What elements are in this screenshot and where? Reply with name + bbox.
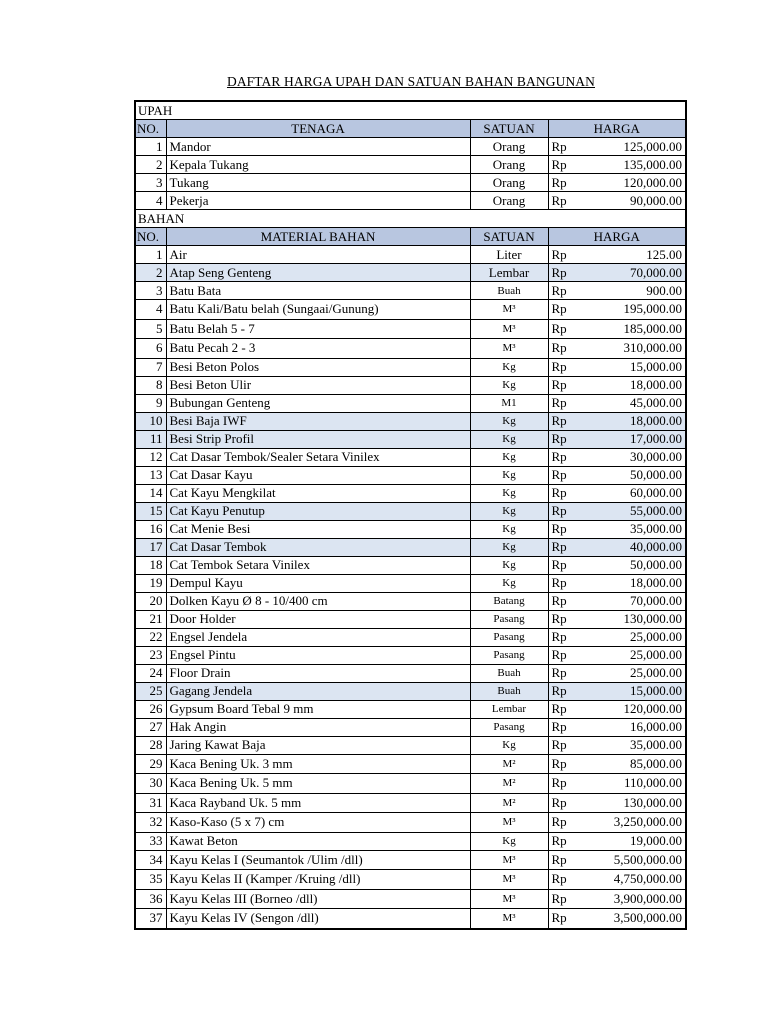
item-price: 120,000.00 (591, 700, 686, 718)
item-price: 3,500,000.00 (591, 909, 686, 929)
item-unit: Buah (470, 682, 548, 700)
table-row (135, 174, 686, 192)
item-name: Kayu Kelas IV (Sengon /dll) (166, 909, 470, 929)
item-name: Gagang Jendela (166, 682, 470, 700)
table-row (135, 754, 686, 774)
item-name: Mandor (166, 138, 470, 156)
col-header-harga: HARGA (548, 120, 686, 138)
currency-label: Rp (548, 909, 591, 929)
item-price: 16,000.00 (591, 718, 686, 736)
item-name: Engsel Jendela (166, 628, 470, 646)
table-row (135, 736, 686, 754)
row-number: 10 (135, 412, 166, 430)
item-name: Kepala Tukang (166, 156, 470, 174)
row-number: 24 (135, 664, 166, 682)
item-price: 25,000.00 (591, 664, 686, 682)
col-header-no: NO. (135, 228, 166, 246)
item-name: Batu Kali/Batu belah (Sungaai/Gunung) (166, 300, 470, 320)
bahan-section (135, 210, 686, 246)
item-name: Bubungan Genteng (166, 394, 470, 412)
item-unit: Buah (470, 282, 548, 300)
row-number: 5 (135, 319, 166, 339)
currency-label: Rp (548, 156, 591, 174)
item-price: 110,000.00 (591, 774, 686, 794)
table-row (135, 246, 686, 264)
item-name: Besi Beton Ulir (166, 376, 470, 394)
currency-label: Rp (548, 246, 591, 264)
item-name: Cat Dasar Tembok/Sealer Setara Vinilex (166, 448, 470, 466)
bahan-rows (135, 246, 686, 929)
row-number: 21 (135, 610, 166, 628)
currency-label: Rp (548, 138, 591, 156)
item-price: 3,250,000.00 (591, 813, 686, 833)
item-unit: Kg (470, 502, 548, 520)
item-price: 50,000.00 (591, 556, 686, 574)
row-number: 19 (135, 574, 166, 592)
item-name: Cat Dasar Kayu (166, 466, 470, 484)
item-name: Dempul Kayu (166, 574, 470, 592)
item-unit: M² (470, 793, 548, 813)
row-number: 37 (135, 909, 166, 929)
price-table (134, 100, 687, 930)
table-row (135, 889, 686, 909)
currency-label: Rp (548, 754, 591, 774)
item-name: Floor Drain (166, 664, 470, 682)
currency-label: Rp (548, 264, 591, 282)
item-unit: Kg (470, 448, 548, 466)
item-name: Kawat Beton (166, 832, 470, 850)
item-name: Kaca Bening Uk. 3 mm (166, 754, 470, 774)
table-row (135, 870, 686, 890)
item-unit: M² (470, 774, 548, 794)
row-number: 11 (135, 430, 166, 448)
currency-label: Rp (548, 174, 591, 192)
currency-label: Rp (548, 813, 591, 833)
currency-label: Rp (548, 319, 591, 339)
row-number: 29 (135, 754, 166, 774)
item-name: Batu Bata (166, 282, 470, 300)
table-row (135, 718, 686, 736)
item-unit: M³ (470, 339, 548, 359)
table-row (135, 646, 686, 664)
row-number: 1 (135, 138, 166, 156)
item-name: Pekerja (166, 192, 470, 210)
currency-label: Rp (548, 664, 591, 682)
section-label-bahan: BAHAN (135, 210, 686, 228)
item-name: Cat Dasar Tembok (166, 538, 470, 556)
table-row (135, 282, 686, 300)
item-price: 310,000.00 (591, 339, 686, 359)
item-name: Batu Belah 5 - 7 (166, 319, 470, 339)
row-number: 2 (135, 156, 166, 174)
table-row (135, 700, 686, 718)
item-unit: M³ (470, 909, 548, 929)
currency-label: Rp (548, 628, 591, 646)
item-price: 60,000.00 (591, 484, 686, 502)
table-row (135, 484, 686, 502)
item-unit: Kg (470, 484, 548, 502)
item-price: 15,000.00 (591, 358, 686, 376)
item-name: Kaso-Kaso (5 x 7) cm (166, 813, 470, 833)
row-number: 34 (135, 850, 166, 870)
item-name: Cat Tembok Setara Vinilex (166, 556, 470, 574)
item-price: 25,000.00 (591, 646, 686, 664)
item-unit: Lembar (470, 700, 548, 718)
table-row (135, 358, 686, 376)
item-unit: Batang (470, 592, 548, 610)
table-row (135, 538, 686, 556)
item-price: 70,000.00 (591, 264, 686, 282)
currency-label: Rp (548, 358, 591, 376)
section-row-upah (135, 101, 686, 120)
table-row (135, 520, 686, 538)
row-number: 22 (135, 628, 166, 646)
table-row (135, 592, 686, 610)
currency-label: Rp (548, 832, 591, 850)
table-row (135, 466, 686, 484)
item-name: Air (166, 246, 470, 264)
currency-label: Rp (548, 412, 591, 430)
table-row (135, 664, 686, 682)
item-price: 25,000.00 (591, 628, 686, 646)
item-unit: Kg (470, 736, 548, 754)
item-price: 185,000.00 (591, 319, 686, 339)
section-row-bahan (135, 210, 686, 228)
row-number: 14 (135, 484, 166, 502)
currency-label: Rp (548, 610, 591, 628)
item-name: Cat Kayu Mengkilat (166, 484, 470, 502)
item-name: Kayu Kelas I (Seumantok /Ulim /dll) (166, 850, 470, 870)
row-number: 12 (135, 448, 166, 466)
item-price: 19,000.00 (591, 832, 686, 850)
currency-label: Rp (548, 376, 591, 394)
item-price: 35,000.00 (591, 520, 686, 538)
item-unit: Kg (470, 538, 548, 556)
upah-rows (135, 138, 686, 210)
currency-label: Rp (548, 192, 591, 210)
table-row (135, 264, 686, 282)
item-unit: Orang (470, 192, 548, 210)
item-price: 18,000.00 (591, 412, 686, 430)
item-unit: Pasang (470, 628, 548, 646)
currency-label: Rp (548, 502, 591, 520)
row-number: 27 (135, 718, 166, 736)
item-name: Tukang (166, 174, 470, 192)
upah-section (135, 101, 686, 138)
item-name: Kayu Kelas II (Kamper /Kruing /dll) (166, 870, 470, 890)
row-number: 2 (135, 264, 166, 282)
currency-label: Rp (548, 850, 591, 870)
item-name: Atap Seng Genteng (166, 264, 470, 282)
item-price: 130,000.00 (591, 793, 686, 813)
item-unit: Kg (470, 412, 548, 430)
item-name: Besi Baja IWF (166, 412, 470, 430)
item-price: 120,000.00 (591, 174, 686, 192)
header-row-bahan (135, 228, 686, 246)
currency-label: Rp (548, 448, 591, 466)
table-row (135, 430, 686, 448)
item-price: 45,000.00 (591, 394, 686, 412)
table-row (135, 412, 686, 430)
col-header-satuan: SATUAN (470, 120, 548, 138)
item-unit: Kg (470, 832, 548, 850)
row-number: 36 (135, 889, 166, 909)
item-price: 3,900,000.00 (591, 889, 686, 909)
row-number: 15 (135, 502, 166, 520)
item-price: 125.00 (591, 246, 686, 264)
row-number: 13 (135, 466, 166, 484)
row-number: 18 (135, 556, 166, 574)
item-name: Batu Pecah 2 - 3 (166, 339, 470, 359)
table-row (135, 793, 686, 813)
table-row (135, 339, 686, 359)
item-unit: M³ (470, 870, 548, 890)
item-price: 17,000.00 (591, 430, 686, 448)
row-number: 4 (135, 300, 166, 320)
currency-label: Rp (548, 793, 591, 813)
document-title: DAFTAR HARGA UPAH DAN SATUAN BAHAN BANGUNAN (226, 74, 595, 89)
table-row (135, 682, 686, 700)
item-name: Dolken Kayu Ø 8 - 10/400 cm (166, 592, 470, 610)
item-name: Cat Menie Besi (166, 520, 470, 538)
row-number: 32 (135, 813, 166, 833)
row-number: 3 (135, 282, 166, 300)
table-row (135, 156, 686, 174)
item-price: 125,000.00 (591, 138, 686, 156)
table-row (135, 138, 686, 156)
item-unit: Kg (470, 520, 548, 538)
table-row (135, 610, 686, 628)
row-number: 16 (135, 520, 166, 538)
currency-label: Rp (548, 538, 591, 556)
item-unit: M² (470, 754, 548, 774)
currency-label: Rp (548, 870, 591, 890)
item-unit: Lembar (470, 264, 548, 282)
table-row (135, 628, 686, 646)
col-header-satuan: SATUAN (470, 228, 548, 246)
currency-label: Rp (548, 682, 591, 700)
currency-label: Rp (548, 300, 591, 320)
item-unit: Buah (470, 664, 548, 682)
col-header-tenaga: TENAGA (166, 120, 470, 138)
table-row (135, 909, 686, 929)
item-price: 70,000.00 (591, 592, 686, 610)
item-name: Hak Angin (166, 718, 470, 736)
row-number: 7 (135, 358, 166, 376)
col-header-material: MATERIAL BAHAN (166, 228, 470, 246)
currency-label: Rp (548, 574, 591, 592)
item-unit: M³ (470, 813, 548, 833)
row-number: 17 (135, 538, 166, 556)
item-unit: Kg (470, 556, 548, 574)
table-row (135, 502, 686, 520)
item-price: 4,750,000.00 (591, 870, 686, 890)
item-price: 35,000.00 (591, 736, 686, 754)
currency-label: Rp (548, 394, 591, 412)
item-price: 130,000.00 (591, 610, 686, 628)
item-name: Besi Beton Polos (166, 358, 470, 376)
item-unit: M1 (470, 394, 548, 412)
item-unit: M³ (470, 889, 548, 909)
item-price: 5,500,000.00 (591, 850, 686, 870)
table-row (135, 832, 686, 850)
currency-label: Rp (548, 774, 591, 794)
row-number: 9 (135, 394, 166, 412)
item-name: Besi Strip Profil (166, 430, 470, 448)
item-name: Gypsum Board Tebal 9 mm (166, 700, 470, 718)
item-name: Engsel Pintu (166, 646, 470, 664)
row-number: 1 (135, 246, 166, 264)
item-price: 195,000.00 (591, 300, 686, 320)
currency-label: Rp (548, 736, 591, 754)
currency-label: Rp (548, 430, 591, 448)
currency-label: Rp (548, 592, 591, 610)
item-unit: Liter (470, 246, 548, 264)
item-unit: Kg (470, 466, 548, 484)
item-unit: Kg (470, 376, 548, 394)
item-unit: Pasang (470, 718, 548, 736)
table-row (135, 813, 686, 833)
table-row (135, 319, 686, 339)
currency-label: Rp (548, 520, 591, 538)
item-unit: M³ (470, 300, 548, 320)
row-number: 26 (135, 700, 166, 718)
item-price: 900.00 (591, 282, 686, 300)
item-unit: Kg (470, 574, 548, 592)
item-price: 18,000.00 (591, 376, 686, 394)
item-price: 90,000.00 (591, 192, 686, 210)
item-unit: Kg (470, 358, 548, 376)
table-row (135, 394, 686, 412)
item-price: 15,000.00 (591, 682, 686, 700)
item-price: 135,000.00 (591, 156, 686, 174)
row-number: 23 (135, 646, 166, 664)
row-number: 8 (135, 376, 166, 394)
table-row (135, 192, 686, 210)
row-number: 35 (135, 870, 166, 890)
table-row (135, 574, 686, 592)
item-name: Kaca Bening Uk. 5 mm (166, 774, 470, 794)
item-unit: Kg (470, 430, 548, 448)
header-row-upah (135, 120, 686, 138)
row-number: 6 (135, 339, 166, 359)
table-row (135, 556, 686, 574)
row-number: 3 (135, 174, 166, 192)
currency-label: Rp (548, 484, 591, 502)
row-number: 4 (135, 192, 166, 210)
item-unit: M³ (470, 850, 548, 870)
item-name: Kaca Rayband Uk. 5 mm (166, 793, 470, 813)
currency-label: Rp (548, 282, 591, 300)
item-unit: Orang (470, 174, 548, 192)
currency-label: Rp (548, 466, 591, 484)
item-unit: Orang (470, 138, 548, 156)
item-price: 50,000.00 (591, 466, 686, 484)
item-price: 30,000.00 (591, 448, 686, 466)
item-name: Cat Kayu Penutup (166, 502, 470, 520)
currency-label: Rp (548, 718, 591, 736)
col-header-no: NO. (135, 120, 166, 138)
item-price: 55,000.00 (591, 502, 686, 520)
table-row (135, 448, 686, 466)
row-number: 25 (135, 682, 166, 700)
currency-label: Rp (548, 700, 591, 718)
table-row (135, 376, 686, 394)
item-unit: M³ (470, 319, 548, 339)
row-number: 33 (135, 832, 166, 850)
col-header-harga: HARGA (548, 228, 686, 246)
currency-label: Rp (548, 889, 591, 909)
item-unit: Orang (470, 156, 548, 174)
item-price: 85,000.00 (591, 754, 686, 774)
item-name: Door Holder (166, 610, 470, 628)
row-number: 31 (135, 793, 166, 813)
section-label-upah: UPAH (135, 101, 686, 120)
item-name: Kayu Kelas III (Borneo /dll) (166, 889, 470, 909)
table-row (135, 850, 686, 870)
currency-label: Rp (548, 339, 591, 359)
item-price: 18,000.00 (591, 574, 686, 592)
item-name: Jaring Kawat Baja (166, 736, 470, 754)
row-number: 28 (135, 736, 166, 754)
table-row (135, 774, 686, 794)
table-row (135, 300, 686, 320)
currency-label: Rp (548, 556, 591, 574)
currency-label: Rp (548, 646, 591, 664)
row-number: 20 (135, 592, 166, 610)
item-unit: Pasang (470, 610, 548, 628)
item-price: 40,000.00 (591, 538, 686, 556)
row-number: 30 (135, 774, 166, 794)
item-unit: Pasang (470, 646, 548, 664)
